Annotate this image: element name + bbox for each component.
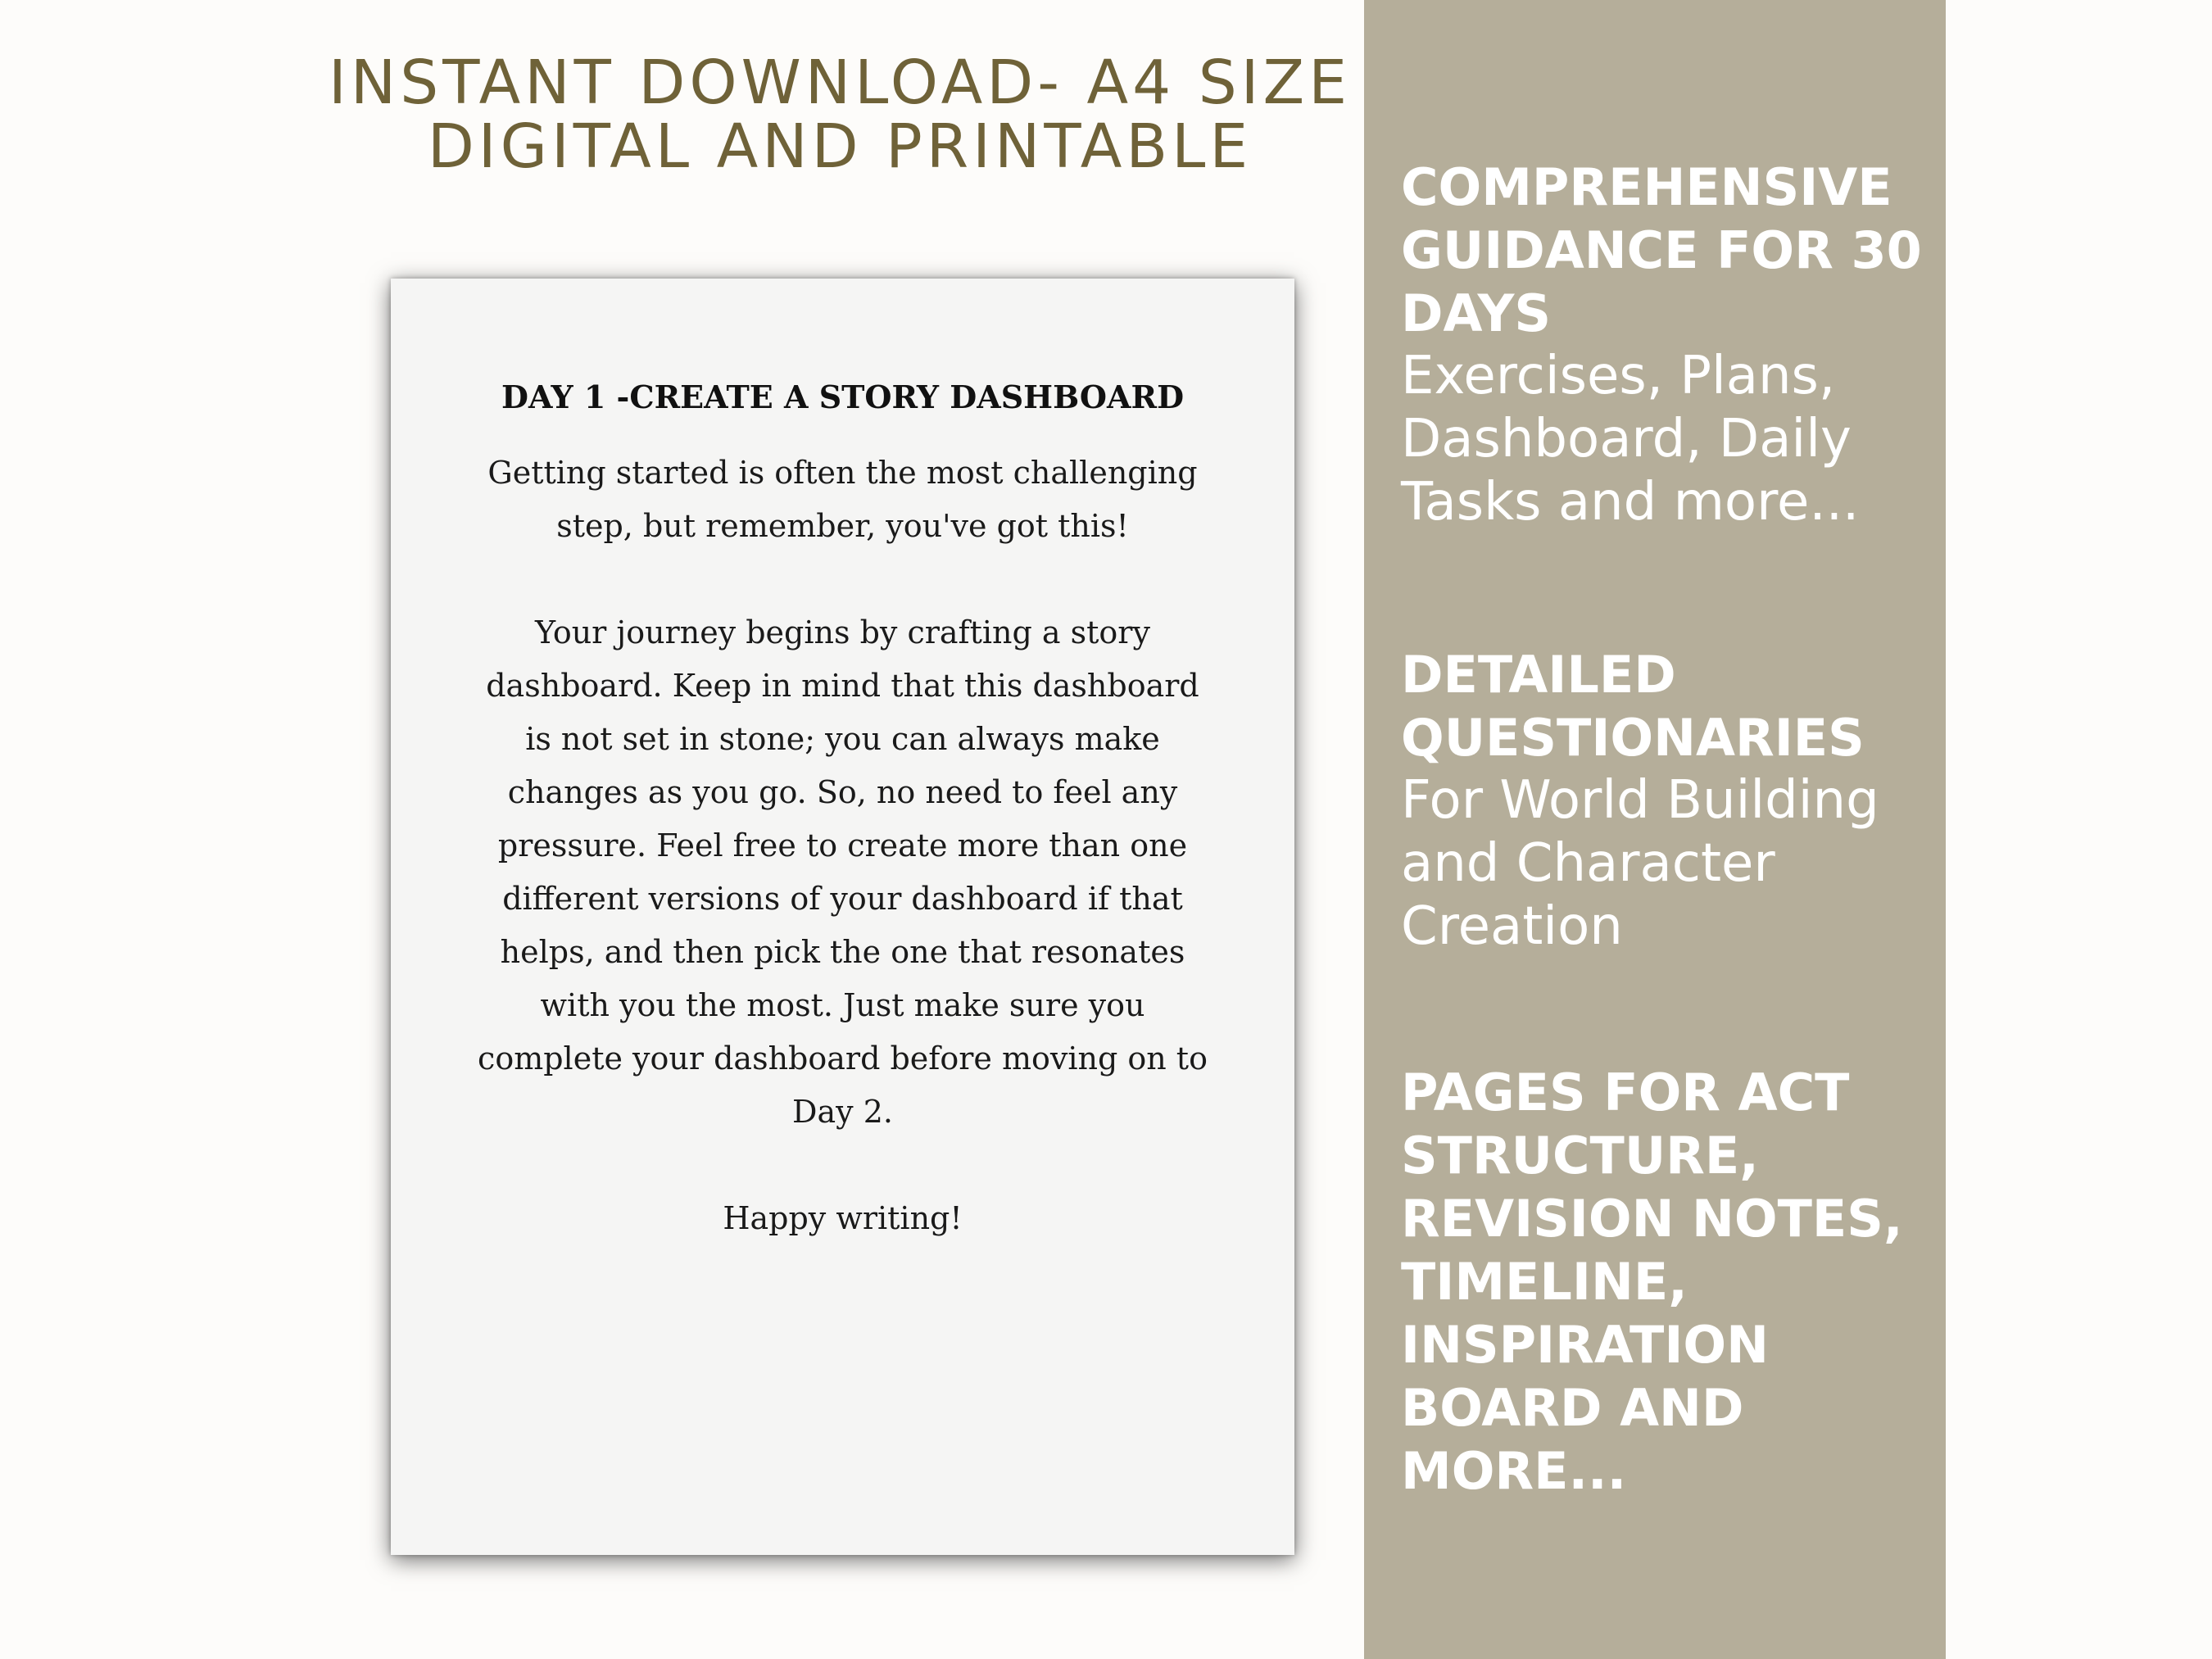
headline bbox=[311, 48, 1368, 182]
feature-heading: DETAILED QUESTIONARIES bbox=[1401, 645, 1865, 768]
page-preview bbox=[391, 279, 1294, 1555]
feature-heading: COMPREHENSIVE GUIDANCE FOR 30 DAYS bbox=[1401, 157, 1922, 343]
features-panel bbox=[1364, 0, 1946, 1659]
page-paragraph-main: Your journey begins by crafting a story dashboard. Keep in mind that this dashboard is not set in stone; you can always make changes as you go. So, no need to feel any pressure. Feel free to create more than one different versions of your dashboard if that helps, and then pick the one that resonates with you the most. Just make sure you complete your dashboard before moving on to Day 2. bbox=[478, 614, 1208, 1130]
feature-subtext: Exercises, Plans, Dashboard, Daily Tasks and more... bbox=[1401, 346, 1860, 533]
page-body bbox=[473, 446, 1213, 1299]
feature-guidance bbox=[1401, 156, 1925, 534]
feature-heading: PAGES FOR ACT STRUCTURE, REVISION NOTES, TIMELINE, INSPIRATION BOARD AND MORE... bbox=[1401, 1063, 1903, 1501]
page-paragraph-closing: Happy writing! bbox=[723, 1200, 963, 1236]
feature-subtext: For World Building and Character Creation bbox=[1401, 770, 1879, 957]
page-paragraph-intro: Getting started is often the most challenging step, but remember, you've got this! bbox=[487, 455, 1198, 544]
headline-line-2: DIGITAL AND PRINTABLE bbox=[427, 111, 1253, 182]
page-title: DAY 1 -CREATE A STORY DASHBOARD bbox=[501, 378, 1185, 415]
headline-line-1: INSTANT DOWNLOAD- A4 SIZE bbox=[329, 48, 1351, 118]
feature-questionaries bbox=[1401, 643, 1925, 959]
feature-pages bbox=[1401, 1061, 1925, 1503]
